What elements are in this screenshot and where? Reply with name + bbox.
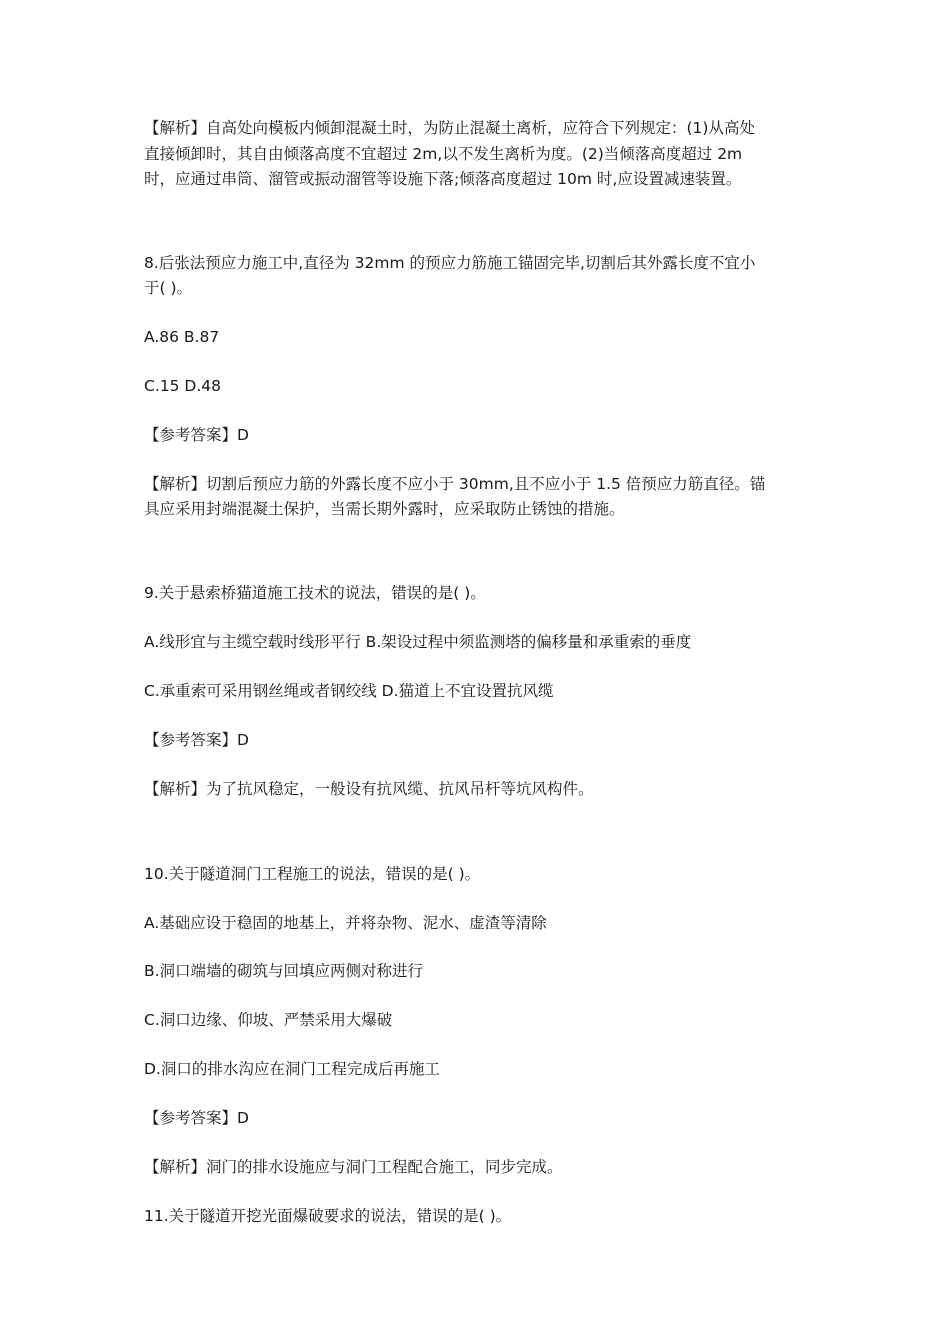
question-9-analysis: 【解析】为了抗风稳定，一般设有抗风缆、抗风吊杆等坑风构件。 bbox=[144, 780, 594, 798]
question-9-options: C.承重索可采用钢丝绳或者钢绞线 D.猫道上不宜设置抗风缆 bbox=[144, 682, 554, 700]
question-10-stem: 10.关于隧道洞门工程施工的说法，错误的是( )。 bbox=[144, 865, 481, 883]
analysis-text: 【解析】自高处向模板内倾卸混凝土时，为防止混凝土离析，应符合下列规定：(1)从高处 bbox=[144, 119, 755, 137]
question-9-options: A.线形宜与主缆空载时线形平行 B.架设过程中须监测塔的偏移量和承重索的垂度 bbox=[144, 633, 692, 651]
question-11-stem: 11.关于隧道开挖光面爆破要求的说法，错误的是( )。 bbox=[144, 1207, 512, 1225]
question-10-option-b: B.洞口端墙的砌筑与回填应两侧对称进行 bbox=[144, 962, 424, 980]
question-10-answer: 【参考答案】D bbox=[144, 1109, 249, 1127]
analysis-text: 直接倾卸时，其自由倾落高度不宜超过 2m,以不发生离析为度。(2)当倾落高度超过 2m bbox=[144, 145, 743, 163]
question-8-options: C.15 D.48 bbox=[144, 377, 221, 395]
question-8-stem: 8.后张法预应力施工中,直径为 32mm 的预应力筋施工锚固完毕,切割后其外露长度不宜小 bbox=[144, 254, 756, 272]
question-10-option-d: D.洞口的排水沟应在洞门工程完成后再施工 bbox=[144, 1060, 440, 1078]
question-8-options: A.86 B.87 bbox=[144, 328, 220, 346]
question-9-stem: 9.关于悬索桥猫道施工技术的说法，错误的是( )。 bbox=[144, 584, 486, 602]
question-9-answer: 【参考答案】D bbox=[144, 731, 249, 749]
question-8-analysis: 【解析】切割后预应力筋的外露长度不应小于 30mm,且不应小于 1.5 倍预应力筋直径。锚 bbox=[144, 475, 766, 493]
question-8-analysis: 具应采用封端混凝土保护，当需长期外露时，应采取防止锈蚀的措施。 bbox=[144, 500, 625, 518]
question-10-option-c: C.洞口边缘、仰坡、严禁采用大爆破 bbox=[144, 1011, 393, 1029]
question-10-option-a: A.基础应设于稳固的地基上，并将杂物、泥水、虚渣等清除 bbox=[144, 914, 547, 932]
question-8-answer: 【参考答案】D bbox=[144, 426, 249, 444]
analysis-text: 时，应通过串筒、溜管或振动溜管等设施下落;倾落高度超过 10m 时,应设置减速装置。 bbox=[144, 170, 742, 188]
question-8-stem: 于( )。 bbox=[144, 279, 193, 297]
question-10-analysis: 【解析】洞门的排水设施应与洞门工程配合施工，同步完成。 bbox=[144, 1158, 563, 1176]
